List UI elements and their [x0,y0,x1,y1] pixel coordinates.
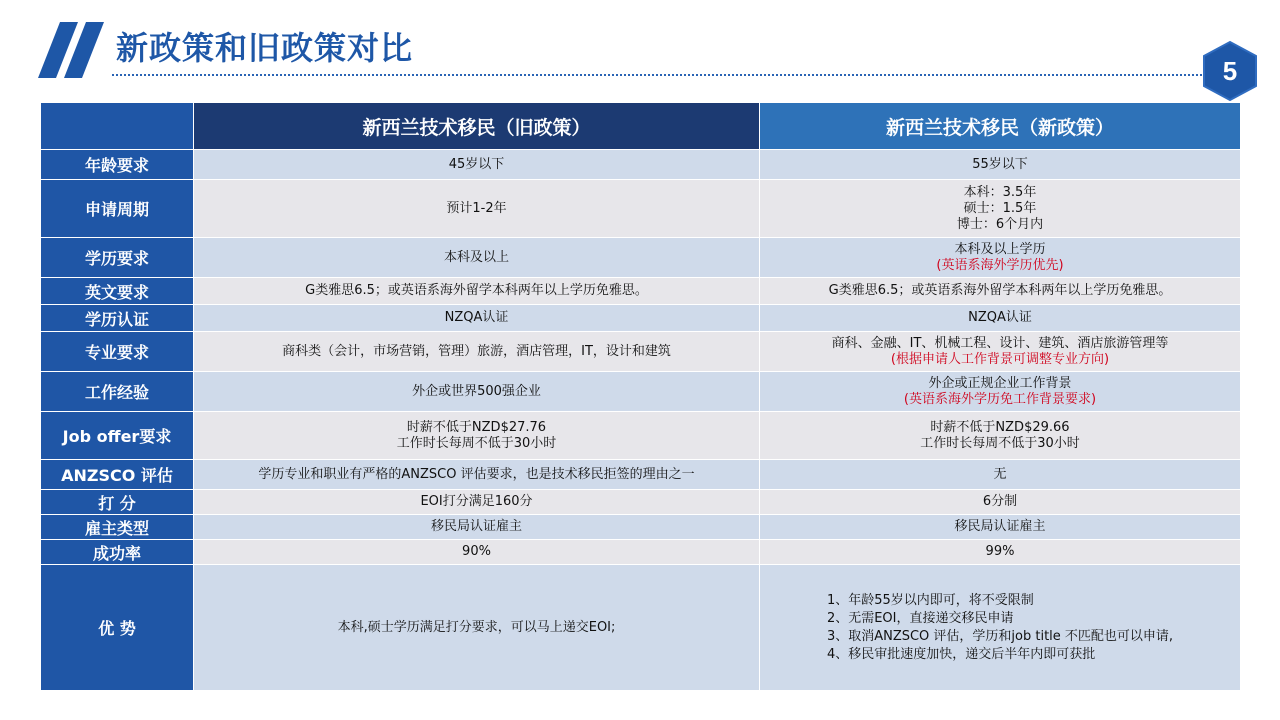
red-note: (英语系海外学历优先) [936,257,1064,273]
old-value: 商科类（会计，市场营销，管理）旅游，酒店管理，IT，设计和建筑 [194,332,760,372]
new-value: 本科：3.5年 硕士：1.5年 博士：6个月内 [760,180,1241,238]
title-divider [112,74,1210,76]
list-item: 2、无需EOI，直接递交移民申请 [826,610,1014,626]
table-row [41,515,1241,540]
old-value: 学历专业和职业有严格的ANZSCO 评估要求，也是技术移民拒签的理由之一 [194,460,760,490]
header-new-policy: 新西兰技术移民（新政策） [760,103,1241,150]
new-value: 外企或正规企业工作背景 (英语系海外学历免工作背景要求) [760,372,1241,412]
row-label: 打 分 [41,490,194,515]
table-row [41,305,1241,332]
table-row [41,412,1241,460]
row-label: ANZSCO 评估 [41,460,194,490]
table-row [41,332,1241,372]
row-label: 专业要求 [41,332,194,372]
new-value: 无 [760,460,1241,490]
table-row [41,490,1241,515]
new-value: 时薪不低于NZD$29.66 工作时长每周不低于30小时 [760,412,1241,460]
table-row [41,150,1241,180]
row-label: 雇主类型 [41,515,194,540]
table-row [41,238,1241,278]
list-item: 4、移民审批速度加快，递交后半年内即可获批 [826,646,1096,662]
red-note: (英语系海外学历免工作背景要求) [903,391,1097,407]
old-value: G类雅思6.5；或英语系海外留学本科两年以上学历免雅思。 [194,278,760,305]
new-value: 55岁以下 [760,150,1241,180]
old-value: 本科及以上 [194,238,760,278]
list-item: 1、年龄55岁以内即可，将不受限制 [826,592,1034,608]
new-value: G类雅思6.5；或英语系海外留学本科两年以上学历免雅思。 [760,278,1241,305]
advantage-list [827,592,1173,664]
old-value: 90% [194,540,760,565]
old-value: 本科,硕士学历满足打分要求，可以马上递交EOI; [194,565,760,691]
page-number-badge [1202,40,1258,102]
old-value: 时薪不低于NZD$27.76 工作时长每周不低于30小时 [194,412,760,460]
new-value: 商科、金融、IT、机械工程、设计、建筑、酒店旅游管理等 (根据申请人工作背景可调整专业方向) [760,332,1241,372]
old-value: 外企或世界500强企业 [194,372,760,412]
old-value: 45岁以下 [194,150,760,180]
row-label: Job offer要求 [41,412,194,460]
old-value: 预计1-2年 [194,180,760,238]
header-corner [41,103,194,150]
comparison-table [40,102,1241,691]
row-label: 年龄要求 [41,150,194,180]
old-value: EOI打分满足160分 [194,490,760,515]
row-label: 优 势 [41,565,194,691]
table-row [41,372,1241,412]
new-value: 6分制 [760,490,1241,515]
new-value: 移民局认证雇主 [760,515,1241,540]
table-row [41,540,1241,565]
new-value: NZQA认证 [760,305,1241,332]
row-label: 学历要求 [41,238,194,278]
red-note: (根据申请人工作背景可调整专业方向) [890,351,1110,367]
row-label: 申请周期 [41,180,194,238]
header-old-policy: 新西兰技术移民（旧政策） [194,103,760,150]
table-row [41,180,1241,238]
page-number: 5 [1222,55,1238,86]
table-row [41,278,1241,305]
row-label: 成功率 [41,540,194,565]
row-label: 工作经验 [41,372,194,412]
new-value: 99% [760,540,1241,565]
row-label: 学历认证 [41,305,194,332]
slanted-bars-logo-icon [38,18,108,82]
row-label: 英文要求 [41,278,194,305]
table-header-row [41,103,1241,150]
table-row [41,460,1241,490]
table-row [41,565,1241,691]
new-value: 本科及以上学历 (英语系海外学历优先) [760,238,1241,278]
list-item: 3、取消ANZSCO 评估，学历和job title 不匹配也可以申请, [826,628,1174,644]
new-value [760,565,1241,691]
page-title: 新政策和旧政策对比 [116,29,414,67]
old-value: 移民局认证雇主 [194,515,760,540]
old-value: NZQA认证 [194,305,760,332]
